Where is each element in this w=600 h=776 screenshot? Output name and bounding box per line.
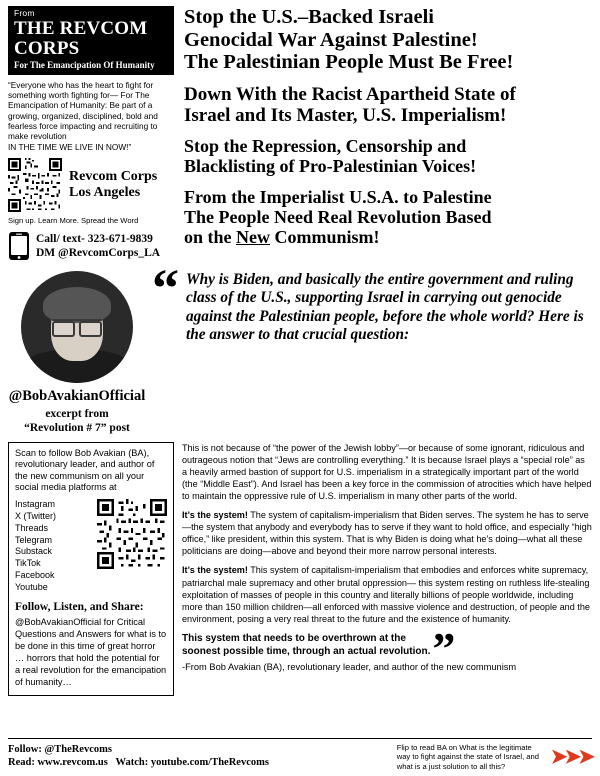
article-paragraph-text: This system of capitalism-imperialism that embodies and enforces white supremacy, patriarchal male supremacy and other brutal oppression— this system resting on ruthless life-stealing exploitation of masses of people in this country and literally billions of people worldwide, including more than 150 million children—all enforced with massive violence and destruction, of people and the environment, posing a very real threat to the future and the existence of humanity. <box>182 565 590 624</box>
headline-4 <box>184 188 592 247</box>
social-platform-list <box>15 499 91 595</box>
signup-tagline: Sign up. Learn More. Spread the Word <box>8 216 139 225</box>
left-sidebar <box>8 6 174 261</box>
chapter-row <box>8 158 174 212</box>
scan-box <box>8 442 174 696</box>
excerpt-source <box>8 408 146 436</box>
flip-instruction: Flip to read BA on What is the legitimate way to fight against the state of Israel, and what is a just solution to all this? <box>396 742 539 771</box>
follow-body-text: @BobAvakianOfficial for Critical Questions and Answers for what is to be done in this time of great horror … horrors that hold the potential for a real revolution for the emancipation of humanity… <box>15 617 167 687</box>
chapter-name <box>69 169 157 200</box>
top-section <box>8 6 592 261</box>
sidebar-pull-quote <box>8 80 174 152</box>
article-column <box>182 442 592 696</box>
follow-heading: Follow, Listen, and Share: <box>15 601 144 614</box>
list-item: Youtube <box>15 582 48 593</box>
open-quote-icon: “ <box>152 258 179 318</box>
quote-section <box>8 258 592 436</box>
lower-section <box>8 442 592 696</box>
article-pull-quote-line-2: soonest possible time, through an actual revolution. <box>182 645 431 657</box>
contact-dm[interactable]: DM @RevcomCorps_LA <box>36 247 161 259</box>
article-paragraph <box>182 564 592 624</box>
article-paragraph <box>182 509 592 557</box>
headline-1-line-2: Genocidal War Against Palestine! <box>184 28 478 51</box>
chapter-line-2: Los Angeles <box>69 185 141 200</box>
footer <box>8 738 592 771</box>
article-paragraph-lead: It’s the system! <box>182 565 248 576</box>
article-paragraph-lead: It’s the system! <box>182 510 248 521</box>
excerpt-line-1: excerpt from <box>45 408 109 420</box>
sidebar-pull-quote-text: “Everyone who has the heart to fight for something worth fighting for— For The Emancipation of Humanity: Be part of a growing, organized, disciplined, bold and fearless force impacting and recruiting to make revolution <box>8 80 158 141</box>
article-attribution: -From Bob Avakian (BA), revolutionary leader, and author of the new communism <box>182 661 517 672</box>
avatar <box>21 271 133 383</box>
phone-icon <box>8 231 30 261</box>
headlines-column <box>182 6 592 261</box>
footer-watch-link[interactable]: Watch: youtube.com/TheRevcoms <box>115 757 269 769</box>
social-row <box>15 499 167 595</box>
footer-follow[interactable]: Follow: @TheRevcoms <box>8 743 112 755</box>
footer-flip-block <box>397 743 592 771</box>
headline-2 <box>184 85 592 127</box>
author-handle[interactable]: @BobAvakianOfficial <box>8 388 146 404</box>
list-item: TikTok <box>15 558 41 569</box>
headline-1-line-1: Stop the U.S.–Backed Israeli <box>184 6 435 28</box>
headline-4-pre: on the <box>184 226 237 247</box>
glasses-icon <box>52 319 102 332</box>
qr-code-icon[interactable] <box>8 158 62 212</box>
contact-phone[interactable]: Call/ text- 323-671-9839 <box>36 232 153 245</box>
scan-column <box>8 442 174 696</box>
headline-1 <box>184 6 592 74</box>
feature-quote-text: Why is Biden, and basically the entire government and ruling class of the U.S., supporting Israel in carrying out genocide against the Palestinian people, before the whole world? Here is the answer to that crucial question: <box>186 271 584 344</box>
headline-4-line-2: The People Need Real Revolution Based <box>184 206 492 227</box>
headline-4-line-1: From the Imperialist U.S.A. to Palestine <box>184 187 492 208</box>
footer-read-link[interactable]: Read: www.revcom.us <box>8 757 108 769</box>
headline-1-line-3: The Palestinian People Must Be Free! <box>184 51 514 74</box>
article-paragraph-text: This is not because of “the power of the Jewish lobby”—or because of some ignorant, ridiculous and outrageous notion that “Jews are controlling everything.” It is because Israel plays a “special role” as a heavily armed bastion of support for U.S. imperialism in a strategically important part of the world (the “Middle East”). And Israel has been a key force in the commission of atrocities which have helped to maintain the oppressive rule of U.S. imperialism in many other parts of the world. <box>182 442 592 501</box>
headline-3-line-1: Stop the Repression, Censorship and <box>184 136 467 157</box>
portrait-hair <box>43 287 111 323</box>
excerpt-line-2: “Revolution # 7” post <box>24 421 130 434</box>
feature-quote <box>152 258 592 436</box>
triple-chevron-right-icon: ➤➤➤ <box>550 745 592 768</box>
article-paragraph-text: The system of capitalism-imperialism that Biden serves. The system he has to serve—the system that anybody and everybody has to serve if they want to hold office, and especially “high office,” like president, within this system. That is why Biden is doing what he’s doing—what all these politicians are doing—above and beyond their more narrow personal interests. <box>182 510 592 557</box>
contact-lines <box>36 232 160 261</box>
masthead <box>8 6 174 75</box>
sidebar-pull-quote-caps: IN THE TIME WE LIVE IN NOW!” <box>8 141 132 152</box>
qr-code-icon[interactable] <box>97 499 167 569</box>
article-paragraph <box>182 442 592 502</box>
list-item: X (Twitter) <box>15 510 57 521</box>
headline-2-line-2: Israel and Its Master, U.S. Imperialism! <box>184 104 507 126</box>
article-pull-quote-line-1: This system that needs to be overthrown at the <box>182 632 406 644</box>
masthead-from: From <box>14 8 35 18</box>
footer-links <box>8 743 269 770</box>
contact-block <box>8 231 174 261</box>
chapter-line-1: Revcom Corps <box>69 169 158 185</box>
headline-4-post: Communism! <box>270 226 380 247</box>
portrait-column <box>8 271 146 436</box>
footer-read-watch <box>8 756 269 770</box>
masthead-title: THE REVCOM CORPS <box>14 17 148 59</box>
list-item: Threads <box>15 522 49 533</box>
scan-intro: Scan to follow Bob Avakian (BA), revolutionary leader, and author of the new communism on all your social media platforms at <box>15 447 155 493</box>
article-pull-quote: This system that needs to be overthrown at the soonest possible time, through an actual revolution.” <box>182 622 456 674</box>
headline-2-line-1: Down With the Racist Apartheid State of <box>184 83 516 105</box>
masthead-subtitle: For The Emancipation Of Humanity <box>14 59 155 70</box>
headline-3 <box>184 137 592 177</box>
headline-4-underline: New <box>236 226 271 247</box>
list-item: Telegram <box>15 534 53 545</box>
list-item: Facebook <box>15 570 55 581</box>
headline-4-line-3 <box>184 228 592 248</box>
headline-3-line-2: Blacklisting of Pro-Palestinian Voices! <box>184 156 477 177</box>
list-item: Substack <box>15 546 53 557</box>
list-item: Instagram <box>15 498 56 509</box>
